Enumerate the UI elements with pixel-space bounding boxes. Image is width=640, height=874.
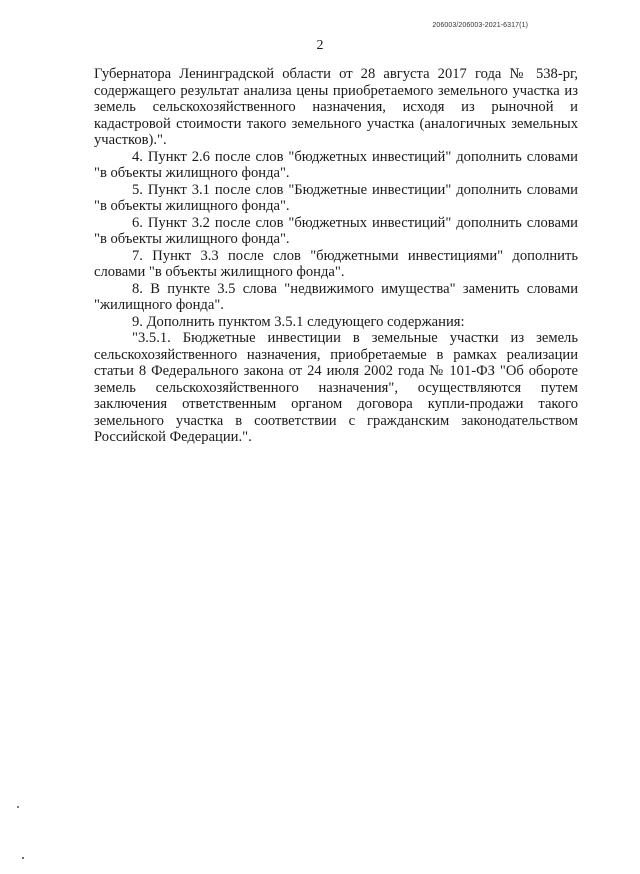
scan-speck bbox=[22, 857, 24, 859]
paragraph-item-5: 5. Пункт 3.1 после слов "Бюджетные инвестиции" дополнить словами "в объекты жилищного фонда". bbox=[94, 181, 578, 214]
page-number: 2 bbox=[316, 38, 324, 53]
document-body bbox=[94, 66, 578, 446]
paragraph-item-3-5-1: "3.5.1. Бюджетные инвестиции в земельные участки из земель сельскохозяйственного назначения, приобретаемые в рамках реализации статьи 8 Федерального закона от 24 июля 2002 года № 101-ФЗ "Об обороте земель сельскохозяйственного назначения", осуществляются путем заключения ответственным органом договора купли-продажи такого земельного участка в соответствии с гражданским законодательством Российской Федерации.". bbox=[94, 330, 578, 445]
paragraph-continuation: Губернатора Ленинградской области от 28 августа 2017 года № 538-рг, содержащего результат анализа цены приобретаемого земельного участка из земель сельскохозяйственного назначения, исходя из рыночной и кадастровой стоимости такого земельного участка (аналогичных земельных участков).". bbox=[94, 66, 578, 148]
paragraph-item-9: 9. Дополнить пунктом 3.5.1 следующего содержания: bbox=[132, 313, 465, 330]
paragraph-item-8: 8. В пункте 3.5 слова "недвижимого имущества" заменить словами "жилищного фонда". bbox=[94, 280, 578, 313]
paragraph-item-7: 7. Пункт 3.3 после слов "бюджетными инвестициями" дополнить словами "в объекты жилищного фонда". bbox=[94, 247, 578, 280]
document-id: 206003/206003-2021-6317(1) bbox=[432, 22, 528, 29]
paragraph-item-6: 6. Пункт 3.2 после слов "бюджетных инвестиций" дополнить словами "в объекты жилищного фонда". bbox=[94, 214, 578, 247]
scan-speck bbox=[17, 806, 19, 808]
paragraph-item-4: 4. Пункт 2.6 после слов "бюджетных инвестиций" дополнить словами "в объекты жилищного фонда". bbox=[94, 148, 578, 181]
